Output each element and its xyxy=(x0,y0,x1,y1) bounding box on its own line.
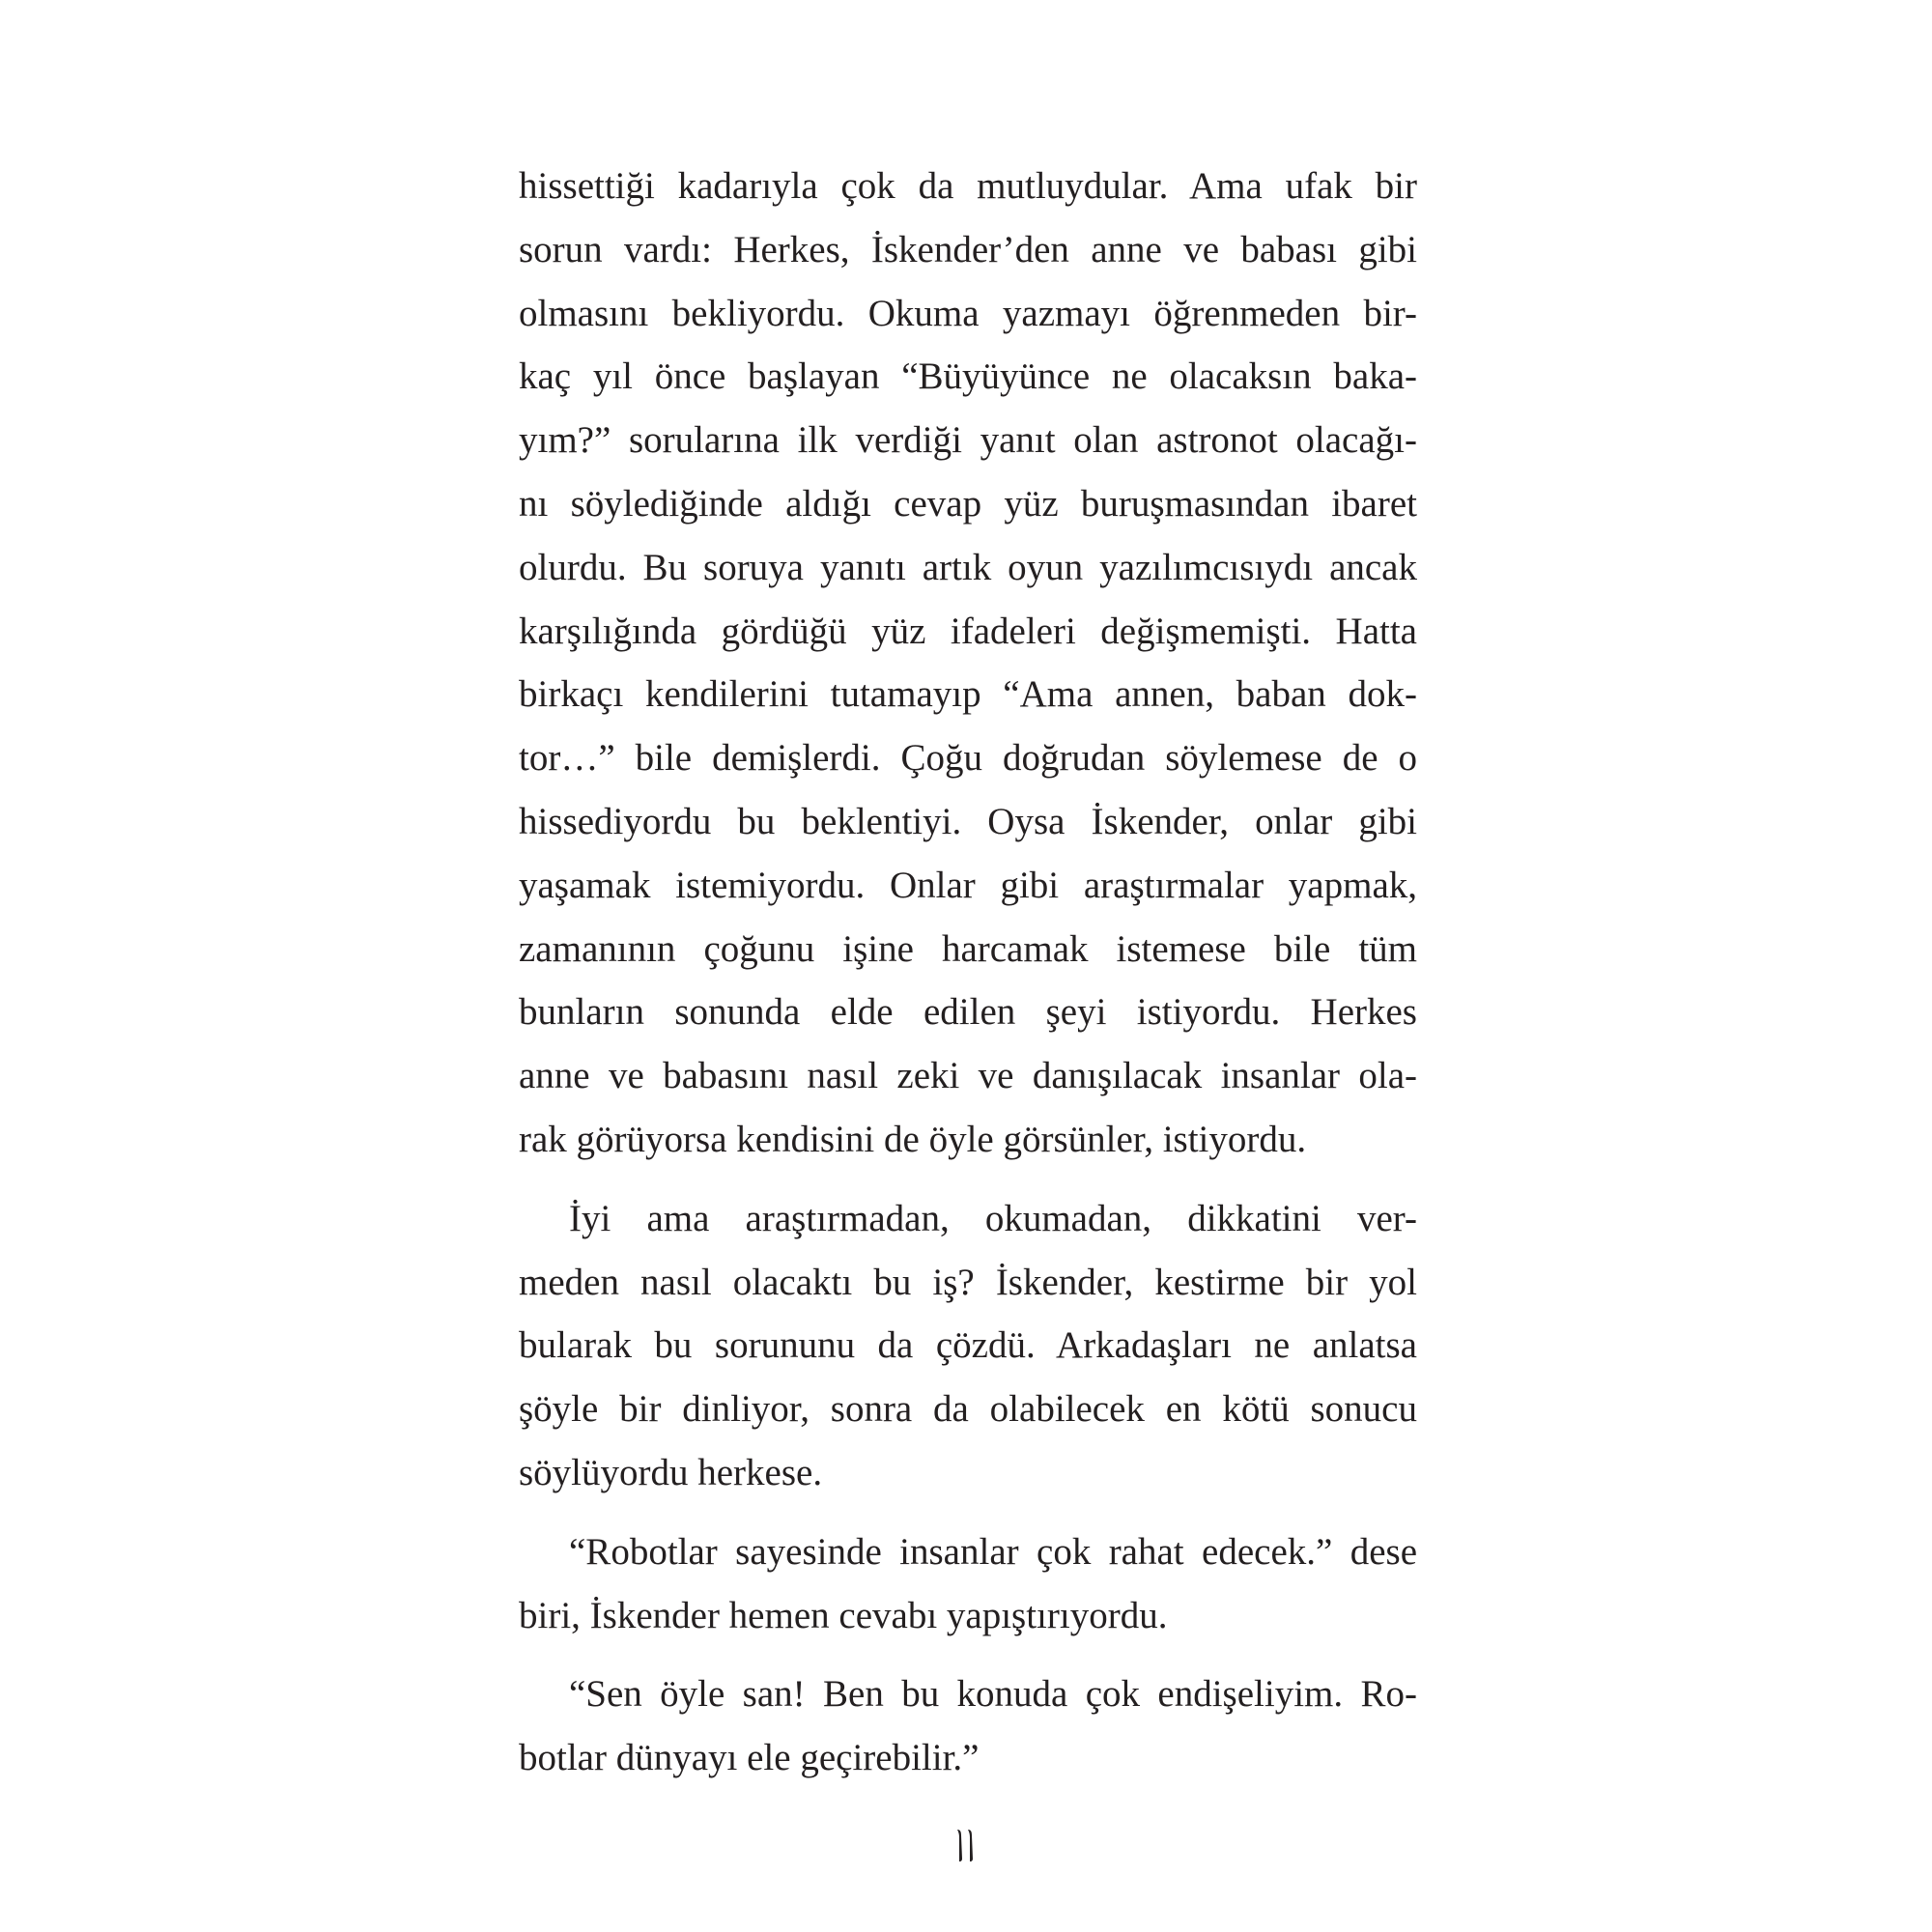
text-line: botlar dünyayı ele geçirebilir.” xyxy=(519,1737,980,1779)
text-line: yaşamak istemiyordu. Onlar gibi araştırmalar yapmak, xyxy=(519,864,1417,906)
text-line: olurdu. Bu soruya yanıtı artık oyun yazılımcısıydı ancak xyxy=(519,546,1417,588)
text-line: rak görüyorsa kendisini de öyle görsünler, istiyordu. xyxy=(519,1118,1307,1160)
text-line: meden nasıl olacaktı bu iş? İskender, kestirme bir yol xyxy=(519,1261,1417,1303)
paragraph-1 xyxy=(519,155,1417,1172)
text-line: birkaçı kendilerini tutamayıp “Ama annen, baban dok- xyxy=(519,673,1417,716)
text-line: İyi ama araştırmadan, okumadan, dikkatini ver- xyxy=(569,1197,1417,1239)
text-line: anne ve babasını nasıl zeki ve danışılacak insanlar ola- xyxy=(519,1055,1417,1097)
paragraph-4 xyxy=(519,1662,1417,1790)
text-line: yım?” sorularına ilk verdiği yanıt olan astronot olacağı- xyxy=(519,419,1417,462)
text-line: söylüyordu herkese. xyxy=(519,1451,823,1493)
text-line: “Robotlar sayesinde insanlar çok rahat edecek.” dese xyxy=(569,1530,1417,1573)
paragraph-2 xyxy=(519,1187,1417,1505)
text-line: şöyle bir dinliyor, sonra da olabilecek en kötü sonucu xyxy=(519,1388,1417,1431)
paragraph-3 xyxy=(519,1520,1417,1648)
text-line: olmasını bekliyordu. Okuma yazmayı öğrenmeden bir- xyxy=(519,292,1417,334)
body-text xyxy=(519,155,1417,1805)
text-line: sorun vardı: Herkes, İskender’den anne ve babası gibi xyxy=(519,228,1417,270)
text-line: bularak bu sorununu da çözdü. Arkadaşları ne anlatsa xyxy=(519,1324,1417,1367)
text-line: kaç yıl önce başlayan “Büyüyünce ne olacaksın baka- xyxy=(519,355,1417,398)
text-line: hissettiği kadarıyla çok da mutluydular. Ama ufak bir xyxy=(519,165,1417,207)
text-line: biri, İskender hemen cevabı yapıştırıyordu. xyxy=(519,1594,1168,1636)
text-line: bunların sonunda elde edilen şeyi istiyordu. Herkes xyxy=(519,991,1417,1034)
text-line: “Sen öyle san! Ben bu konuda çok endişeliyim. Ro- xyxy=(569,1673,1417,1716)
page-number-glyph xyxy=(947,1826,985,1864)
page-number xyxy=(947,1826,985,1864)
text-line: tor…” bile demişlerdi. Çoğu doğrudan söylemese de o xyxy=(519,737,1417,780)
text-line: hissediyordu bu beklentiyi. Oysa İskender, onlar gibi xyxy=(519,800,1417,842)
text-line: nı söylediğinde aldığı cevap yüz buruşmasından ibaret xyxy=(519,482,1417,525)
text-line: karşılığında gördüğü yüz ifadeleri değişmemişti. Hatta xyxy=(519,610,1417,652)
text-line: zamanının çoğunu işine harcamak istemese bile tüm xyxy=(519,927,1417,970)
